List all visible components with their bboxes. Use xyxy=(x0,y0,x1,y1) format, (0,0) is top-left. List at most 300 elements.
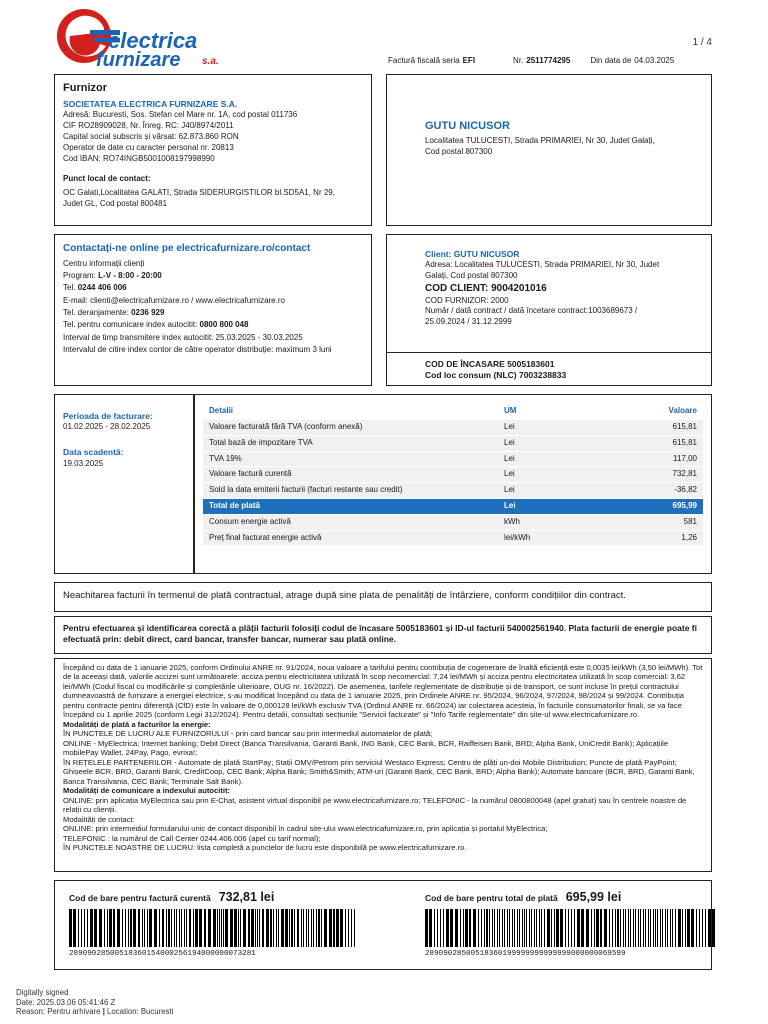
barcode-bar xyxy=(625,909,626,947)
email-line: E-mail: clienti@electricafurnizare.ro / www.electricafurnizare.ro xyxy=(63,295,285,305)
supplier-line: Adresă: Bucuresti, Sos. Stefan cel Mare nr. 1A, cod postal 011736 xyxy=(63,110,298,120)
barcode-bar xyxy=(554,909,555,947)
barcode-bar xyxy=(168,909,170,947)
due-date-value: 19.03.2025 xyxy=(63,458,104,468)
barcode-bar xyxy=(345,909,346,947)
barcode-bar xyxy=(615,909,616,947)
contract-line: Număr / dată contract / dată încetare contract:1003689673 / xyxy=(425,306,638,316)
cell-value: 581 xyxy=(613,514,703,530)
billing-period-label: Perioada de facturare: xyxy=(63,411,153,421)
barcode-bar xyxy=(113,909,115,947)
info-paragraph: TELEFONIC : la numărul de Call Center 0244.406.006 (apel cu tarif normal); xyxy=(63,833,321,843)
barcode-bar xyxy=(99,909,102,947)
codes-box xyxy=(386,352,712,386)
barcode-bar xyxy=(324,909,327,947)
barcode-bar xyxy=(708,909,711,947)
barcode-bar xyxy=(628,909,629,947)
barcode-bar xyxy=(455,909,458,947)
barcode-bar xyxy=(251,909,254,947)
barcode-bar xyxy=(189,909,191,947)
barcode-bar xyxy=(670,909,671,947)
invoice-no: 2511774295 xyxy=(526,56,571,65)
barcode-bar xyxy=(333,909,335,947)
barcode-bar xyxy=(469,909,471,947)
signature-location: Location: Bucuresti xyxy=(107,1007,174,1017)
barcode-bar xyxy=(657,909,658,947)
barcode-bar xyxy=(313,909,314,947)
barcode-bar xyxy=(630,909,631,947)
barcode-bar xyxy=(84,909,85,947)
client-address-line: Galați, Cod postal 807300 xyxy=(425,271,518,281)
client-address-line: Adresa: Localitatea TULUCESTI, Strada PRIMARIEI, Nr 30, Judet xyxy=(425,260,660,270)
barcode-bar xyxy=(204,909,206,947)
table-row xyxy=(203,467,703,483)
cell-um: Lei xyxy=(498,451,613,467)
barcode-bar xyxy=(524,909,525,947)
local-contact-line: Judet GL, Cod postal 800481 xyxy=(63,198,168,208)
invoice-series-label: Factură fiscală seria xyxy=(388,56,460,65)
barcode-bar xyxy=(702,909,703,947)
barcode-bar xyxy=(460,909,461,947)
local-contact-line: OC Galati,Localitatea GALATI, Strada SIDERURGISTILOR bl.SD5A1, Nr 29, xyxy=(63,188,335,198)
barcode-bar xyxy=(696,909,697,947)
signature-line: Digitally signed xyxy=(16,988,69,997)
cell-um: lei/kWh xyxy=(498,530,613,546)
barcode-bar xyxy=(650,909,651,947)
barcode-bar xyxy=(556,909,559,947)
barcode-bar xyxy=(463,909,464,947)
barcode-bar xyxy=(336,909,339,947)
barcode-bar xyxy=(512,909,513,947)
barcode-bar xyxy=(643,909,644,947)
barcode-bar xyxy=(685,909,686,947)
barcode-bar xyxy=(571,909,572,947)
barcode-bar xyxy=(519,909,520,947)
tel-value: 0244 406 006 xyxy=(77,283,127,293)
barcode-bar xyxy=(285,909,288,947)
barcode-bar xyxy=(238,909,239,947)
barcode-bar xyxy=(308,909,309,947)
barcode-bar xyxy=(230,909,233,947)
invoice-no-label: Nr. xyxy=(513,56,524,65)
barcode-bar xyxy=(617,909,619,947)
barcode-bar xyxy=(544,909,545,947)
selfread-label: Tel. pentru comunicare index autocitit: xyxy=(63,320,198,330)
contact-box xyxy=(54,234,372,386)
invoice-series: EFI xyxy=(462,56,476,65)
barcode-bar xyxy=(568,909,569,947)
barcode-bar xyxy=(678,909,681,947)
local-contact-title: Punct local de contact: xyxy=(63,174,151,184)
barcode-bar xyxy=(340,909,343,947)
client-box xyxy=(386,234,712,354)
barcode-bar xyxy=(699,909,700,947)
barcode-bar xyxy=(586,909,589,947)
info-paragraph: ÎN PUNCTELE NOASTRE DE LUCRU: lista completă a punctelor de lucru este disponibilă pe www.electricafurnizare.ro. xyxy=(63,843,467,853)
barcode-bar xyxy=(565,909,566,947)
invoice-date: 04.03.2025 xyxy=(634,56,675,65)
barcode-bar xyxy=(425,909,428,947)
contract-line: 25.09.2024 / 31.12.2999 xyxy=(425,317,512,327)
cell-um: Lei xyxy=(498,483,613,499)
barcode-bar xyxy=(509,909,510,947)
customer-address-line: Localitatea TULUCESTI, Strada PRIMARIEI, Nr 30, Judet Galați, xyxy=(425,135,655,145)
interval-line: Interval de timp transmitere index autocitit: 25.03.2025 - 30.03.2025 xyxy=(63,332,303,342)
details-table xyxy=(203,403,703,546)
customer-box xyxy=(386,74,712,226)
barcode-bar xyxy=(78,909,79,947)
barcode-bar xyxy=(278,909,279,947)
barcode-bar xyxy=(531,909,532,947)
barcode-bar xyxy=(303,909,304,947)
barcode-total-amount: 695,99 lei xyxy=(565,890,622,904)
barcode-bar xyxy=(166,909,167,947)
barcode-bar xyxy=(270,909,272,947)
barcode-bar xyxy=(354,909,355,947)
barcode-bar xyxy=(128,909,129,947)
info-center: Centru informații clienți xyxy=(63,258,145,268)
barcode-bar xyxy=(147,909,148,947)
barcode-bar xyxy=(174,909,175,947)
info-paragraph: ONLINE - MyElectrica; Internet banking; Debit Direct (Banca Transilvania, Garanti Bank, ING Bank, CEC Bank, BCR, Raiffeisen Bank, BRD; Alpha Bank, UniCredit Bank); Aplicațiile mobilePay Wallet, 24Pay, Pago, evrixa!; xyxy=(63,738,669,758)
barcode-bar xyxy=(437,909,438,947)
barcode-bar xyxy=(596,909,599,947)
barcode-bar xyxy=(672,909,673,947)
barcode-bar xyxy=(130,909,132,947)
barcode-bar xyxy=(316,909,317,947)
cell-value: 732,81 xyxy=(613,467,703,483)
customer-name: GUTU NICUSOR xyxy=(425,120,510,132)
barcode-bar xyxy=(633,909,634,947)
barcode-bar xyxy=(497,909,498,947)
outage-value: 0236 929 xyxy=(131,308,165,318)
barcode-bar xyxy=(306,909,307,947)
barcode-bar xyxy=(107,909,108,947)
cell-value: 695,99 xyxy=(613,498,703,514)
barcode-bar xyxy=(665,909,666,947)
barcode-bar xyxy=(529,909,530,947)
cell-detail: Sold la data emiterii facturii (facturi restante sau credit) xyxy=(203,483,498,499)
supplier-line: Operator de date cu caracter personal nr. 20813 xyxy=(63,142,234,152)
barcode-bar xyxy=(154,909,157,947)
barcode-bar xyxy=(541,909,542,947)
barcode-bar xyxy=(574,909,575,947)
due-date-label: Data scadentă: xyxy=(63,447,124,458)
barcode-bar xyxy=(591,909,592,947)
barcode-bar xyxy=(712,909,715,947)
signature-reason: Reason: Pentru arhivare xyxy=(16,1007,101,1017)
cell-value: 615,81 xyxy=(613,420,703,436)
info-paragraph: Începând cu data de 1 ianuarie 2025, conform Ordinului ANRE nr. 91/2024, noua valoare a tarifului pentru contribuția de cogenerare de înaltă eficiență este 0,0035 lei/kWh (3,50 lei/MWh). Tot de la aceeași dată, valorile accizei sunt următoarele: acciza pentru electricitatea utilizată în scop necomercial: 7,24 lei/MWh și acciza pentru electricitatea utilizată în scop comercial: 3,62 lei/MWh (Codul fiscal cu modificările și completările ulterioare, OUG nr. 16/2022). De asemenea, tarifele reglementate de distribuție și de transport, ce sunt incluse în prețul contractului dumneavoastră de furnizare a energiei electrice, s-au modificat începând cu data de 1 ianuarie 2025, prin Ordinele ANRE nr. 95/2024, 96/2024, 97/2024, 98/2024 și 99/2024. Contribuția pentru contracte pentru diferență (CfD) este în valoare de 0,000128 lei/kWh exclusiv TVA (Ordinul ANRE nr. 66/2024) iar colectarea acesteia, în facturile consumatorilor finali, se va face începând cu 1 aprilie 2025 (conform Legii 312/2024). Pentru detalii, consultați secțiunile "Servicii facturate" și "Info Tarife reglementate" din site-ul www.electricafurnizare.ro. xyxy=(63,663,703,720)
col-header-value: Valoare xyxy=(668,406,697,415)
barcode-bar xyxy=(539,909,540,947)
barcode-bar xyxy=(653,909,654,947)
barcode-bar xyxy=(691,909,694,947)
barcode-bar xyxy=(179,909,180,947)
barcode-bar xyxy=(465,909,468,947)
barcode-bar xyxy=(257,909,258,947)
barcode-bar xyxy=(551,909,552,947)
barcode-bar xyxy=(502,909,503,947)
barcode-bar xyxy=(186,909,187,947)
brand-line1: electrica xyxy=(108,28,198,53)
barcode-current-number: 28909028500518360154000256194000000073281 xyxy=(69,950,256,958)
selfread-value: 0800 800 048 xyxy=(199,320,249,330)
barcode-bar xyxy=(117,909,120,947)
brand-suffix: s.a. xyxy=(202,56,219,67)
supplier-line: Capital social subscris și vărsat: 62.873.860 RON xyxy=(63,131,239,141)
barcode-bar xyxy=(259,909,260,947)
barcode-bar xyxy=(662,909,663,947)
barcode-bar xyxy=(660,909,661,947)
barcode-bar xyxy=(266,909,269,947)
info-heading: Modalități de plată a facturilor la energie: xyxy=(63,719,211,729)
barcode-bar xyxy=(223,909,224,947)
barcode-bar xyxy=(640,909,641,947)
barcode-bar xyxy=(311,909,312,947)
tel-label: Tel. xyxy=(63,283,76,293)
barcode-bar xyxy=(138,909,140,947)
barcode-bar xyxy=(478,909,479,947)
barcode-bar xyxy=(193,909,194,947)
barcode-bar xyxy=(443,909,444,947)
cell-um: kWh xyxy=(498,514,613,530)
barcode-current-amount: 732,81 lei xyxy=(218,890,275,904)
barcode-bar xyxy=(281,909,284,947)
program-value: L-V - 8:00 - 20:00 xyxy=(98,270,162,280)
invoice-header-line xyxy=(388,56,718,67)
barcode-bar xyxy=(289,909,290,947)
barcode-bar xyxy=(594,909,595,947)
cell-value: 117,00 xyxy=(613,451,703,467)
barcode-bar xyxy=(440,909,441,947)
barcode-bar xyxy=(560,909,563,947)
barcode-bar xyxy=(612,909,613,947)
barcode-bar xyxy=(104,909,105,947)
cell-um: Lei xyxy=(498,420,613,436)
barcode-total xyxy=(411,881,731,969)
barcode-bar xyxy=(514,909,515,947)
barcode-bar xyxy=(81,909,82,947)
cell-detail: TVA 19% xyxy=(203,451,498,467)
barcode-bar xyxy=(667,909,668,947)
barcode-bar xyxy=(69,909,72,947)
barcode-bar xyxy=(429,909,432,947)
barcode-bar xyxy=(638,909,639,947)
signature-line: Date: 2025.03.06 05:41:46 Z xyxy=(16,997,116,1007)
barcode-bar xyxy=(240,909,241,947)
barcode-bar xyxy=(213,909,216,947)
barcode-bar xyxy=(499,909,500,947)
cell-um: Lei xyxy=(498,435,613,451)
collection-code: COD DE ÎNCASARE 5005183601 xyxy=(425,359,555,369)
barcode-bar xyxy=(675,909,676,947)
barcode-bar xyxy=(534,909,535,947)
info-heading: Modalități de contact: xyxy=(63,814,135,824)
brand-line2: furnizare xyxy=(96,49,181,71)
barcode-bar xyxy=(450,909,453,947)
barcode-bar xyxy=(481,909,482,947)
barcode-bar xyxy=(90,909,93,947)
barcode-box xyxy=(54,880,712,970)
barcode-bar xyxy=(504,909,505,947)
nlc-code: Cod loc consum (NLC) 7003238833 xyxy=(425,370,567,381)
table-row xyxy=(203,420,703,436)
table-row xyxy=(203,435,703,451)
info-paragraph: ONLINE: prin intermediul formularului unic de contact disponibil în cadrul site-ului www.electricafurnizare.ro, prin aplicația și portalul MyElectrica; xyxy=(63,824,548,834)
barcode-bar xyxy=(171,909,172,947)
barcode-bar xyxy=(87,909,88,947)
barcode-bar xyxy=(581,909,584,947)
barcode-bar xyxy=(276,909,277,947)
barcode-bar xyxy=(486,909,488,947)
barcode-bar xyxy=(159,909,160,947)
barcode-bar xyxy=(162,909,164,947)
logo xyxy=(50,6,260,72)
contact-title: Contactați-ne online pe electricafurnizare.ro/contact xyxy=(63,243,311,254)
total-row xyxy=(203,498,703,514)
barcode-bar xyxy=(208,909,211,947)
table-row xyxy=(203,530,703,546)
supplier-code: COD FURNIZOR: 2000 xyxy=(425,295,509,305)
customer-address-line: Cod postal 807300 xyxy=(425,146,493,156)
cell-detail: Preț final facturat energie activă xyxy=(203,530,498,546)
info-paragraph: ÎN PUNCTELE DE LUCRU ALE FURNIZORULUI - prin card bancar sau prin intermediul automatelor de plată; xyxy=(63,729,433,739)
barcode-bar xyxy=(635,909,636,947)
barcode-bar xyxy=(547,909,550,947)
barcode-bar xyxy=(243,909,246,947)
barcode-bar xyxy=(109,909,112,947)
barcode-bar xyxy=(248,909,250,947)
billing-period-value: 01.02.2025 - 28.02.2025 xyxy=(63,422,151,432)
supplier-line: Cod IBAN: RO74INGB5001008197998990 xyxy=(63,153,215,163)
barcode-bar xyxy=(321,909,322,947)
barcode-bar xyxy=(484,909,485,947)
supplier-line: CIF RO28909028, Nr. Înreg. RC: J40/8974/2011 xyxy=(63,121,234,131)
barcode-bar xyxy=(199,909,202,947)
barcode-bar xyxy=(122,909,123,947)
barcode-total-icon xyxy=(425,909,715,947)
barcode-bar xyxy=(262,909,264,947)
barcode-bar xyxy=(507,909,508,947)
cell-detail: Valoare facturată fără TVA (conform anexă) xyxy=(203,420,498,436)
barcode-current-label: Cod de bare pentru factură curentă xyxy=(69,893,211,903)
barcode-bar xyxy=(473,909,476,947)
barcode-bar xyxy=(291,909,293,947)
barcode-bar xyxy=(94,909,97,947)
outage-label: Tel. deranjamente: xyxy=(63,308,129,318)
cell-value: 1,26 xyxy=(613,530,703,546)
barcode-bar xyxy=(348,909,349,947)
barcode-bar xyxy=(522,909,523,947)
barcode-bar xyxy=(142,909,143,947)
barcode-bar xyxy=(294,909,295,947)
barcode-bar xyxy=(489,909,490,947)
supplier-name: SOCIETATEA ELECTRICA FURNIZARE S.A. xyxy=(63,98,238,109)
cell-detail: Total bază de impozitare TVA xyxy=(203,435,498,451)
date-label: Din data de xyxy=(590,56,632,65)
cell-detail: Total de plată xyxy=(203,498,498,514)
barcode-bar xyxy=(297,909,299,947)
cell-um: Lei xyxy=(498,467,613,483)
barcode-bar xyxy=(434,909,435,947)
barcode-bar xyxy=(687,909,690,947)
supplier-title: Furnizor xyxy=(63,82,107,94)
barcode-bar xyxy=(494,909,495,947)
barcode-bar xyxy=(705,909,706,947)
table-row xyxy=(203,483,703,499)
barcode-bar xyxy=(620,909,621,947)
barcode-bar xyxy=(221,909,222,947)
table-row xyxy=(203,451,703,467)
payment-info: Pentru efectuarea și identificarea corectă a plății facturii folosiți codul de încasare 5005183601 și ID-ul facturii 540002561940. Plata facturii de energie poate fi efectuată prin: debit direct, card bancar, transfer bancar, numerar sau plată online. xyxy=(54,616,712,654)
barcode-bar xyxy=(623,909,624,947)
barcode-bar xyxy=(648,909,649,947)
barcode-total-label: Cod de bare pentru total de plată xyxy=(425,893,558,903)
barcode-total-number: 28909028500518360199999999999999000000069599 xyxy=(425,950,626,958)
info-paragraph: ÎN REȚELELE PARTENERILOR - Automate de plată StartPay; Stații OMV/Petrom prin serviciul Westaco Express; Centru de plăți un-doi Mobile Distribution; Puncte de plată PayPoint; Ghișeele BCR, BRD, Garanti Bank, CreditCoop, CEC Bank; Alpha Bank; Smith&Smith; ATM-uri (Garanti Bank, CEC Bank, BRD; Alpha Bank); Automate bancare (BCR, BRD, Garanti Bank, Banca Transilvania, CEC Bank; Terminale Salt Bank). xyxy=(63,757,695,786)
info-heading: Modalități de comunicare a indexului autocitit: xyxy=(63,786,231,796)
digital-signature: Digitally signed Date: 2025.03.06 05:41:46 Z Reason: Pentru arhivare | Location: Bucuresti xyxy=(16,988,174,1017)
cell-value: -36,82 xyxy=(613,483,703,499)
barcode-bar xyxy=(144,909,145,947)
table-row xyxy=(203,514,703,530)
cell-detail: Consum energie activă xyxy=(203,514,498,530)
barcode-bar xyxy=(176,909,177,947)
barcode-bar xyxy=(133,909,136,947)
barcode-current-icon xyxy=(69,909,359,947)
col-header-details: Detalii xyxy=(209,406,234,415)
page-number: 1 / 4 xyxy=(692,37,712,48)
barcode-bar xyxy=(536,909,537,947)
details-box xyxy=(194,394,712,574)
barcode-bar xyxy=(195,909,198,947)
barcode-bar xyxy=(273,909,274,947)
barcode-bar xyxy=(234,909,237,947)
barcode-bar xyxy=(492,909,493,947)
info-paragraph: ONLINE: prin aplicația MyElectrica sau prin E-Chat, asistent virtual disponibil pe www.electricafurnizare.ro; TELEFONIC - la numărul 0800800048 (apel gratuit) sau în centrele noastre de relații cu clienții. xyxy=(63,795,687,815)
period-box xyxy=(54,394,194,574)
barcode-bar xyxy=(73,909,76,947)
barcode-bar xyxy=(517,909,518,947)
col-header-um: UM xyxy=(504,406,517,415)
barcode-bar xyxy=(184,909,185,947)
client-code: COD CLIENT: 9004201016 xyxy=(425,283,547,295)
barcode-bar xyxy=(255,909,256,947)
cell-detail: Valoare factură curentă xyxy=(203,467,498,483)
barcode-bar xyxy=(301,909,302,947)
late-payment-notice: Neachitarea facturii în termenul de plată contractual, atrage după sine plata de penalități de întârziere, conform condițiilor din contract. xyxy=(54,582,712,612)
barcode-bar xyxy=(600,909,602,947)
supplier-box xyxy=(54,74,372,226)
barcode-bar xyxy=(682,909,683,947)
client-label: Client: GUTU NICUSOR xyxy=(425,249,520,259)
barcode-bar xyxy=(125,909,126,947)
barcode-bar xyxy=(318,909,320,947)
barcode-bar xyxy=(329,909,332,947)
barcode-bar xyxy=(217,909,218,947)
barcode-bar xyxy=(351,909,352,947)
barcode-bar xyxy=(446,909,449,947)
barcode-bar xyxy=(225,909,228,947)
barcode-bar xyxy=(645,909,646,947)
program-label: Program: xyxy=(63,270,96,280)
barcode-bar xyxy=(577,909,580,947)
barcode-bar xyxy=(219,909,220,947)
barcode-bar xyxy=(609,909,610,947)
barcode-bar xyxy=(604,909,607,947)
read-interval-line: Intervalul de citire index contor de către operator distribuție: maximum 3 luni xyxy=(63,345,332,355)
